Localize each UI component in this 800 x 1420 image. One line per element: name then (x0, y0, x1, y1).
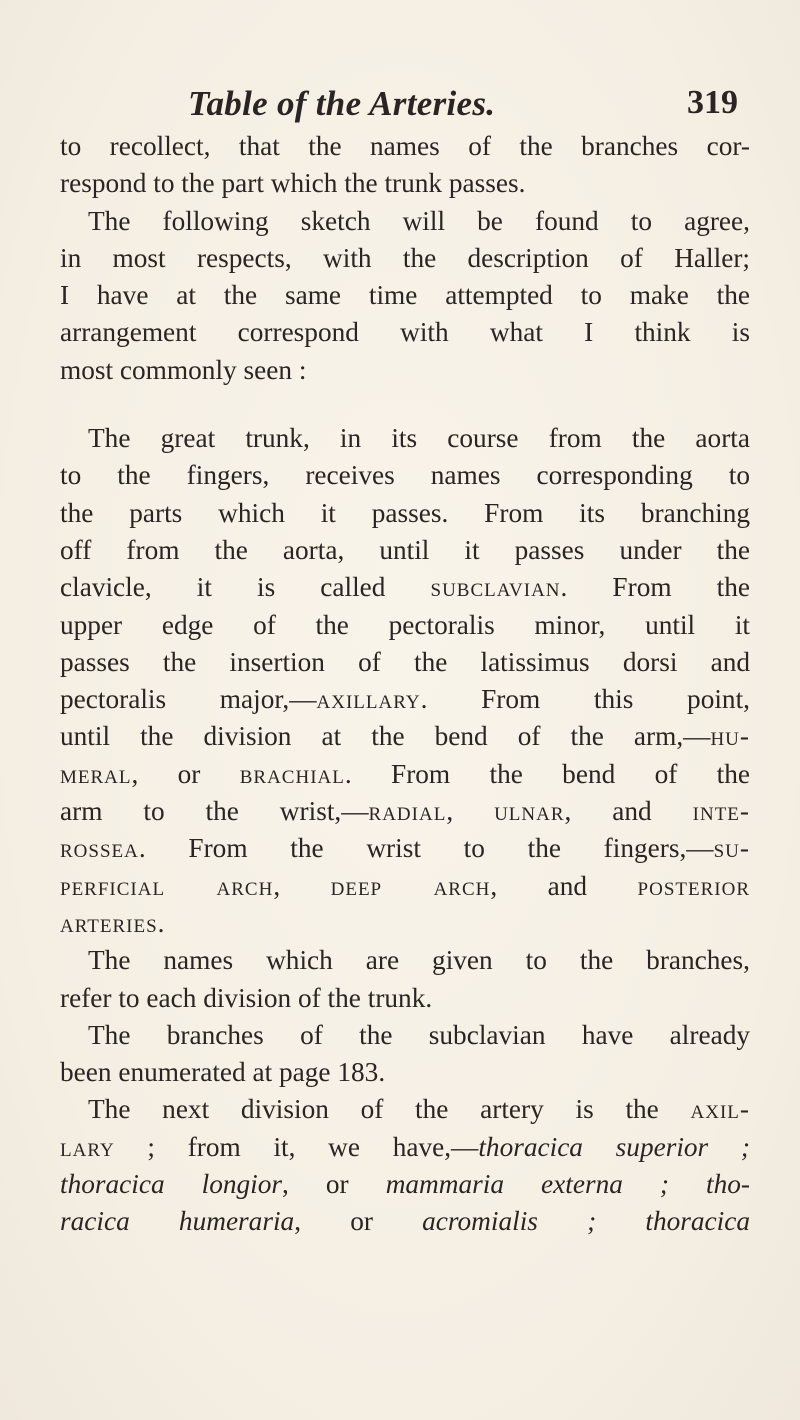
text-line: thoracica longior, or mammaria externa ; tho- (60, 1169, 750, 1200)
text-line: The names which are given to the branches, (88, 945, 750, 976)
text-line: most commonly seen : (60, 354, 307, 385)
text-line: The following sketch will be found to agree, (88, 205, 750, 236)
text-line: pectoralis major,—axillary. From this point, (60, 684, 750, 715)
text-line: The great trunk, in its course from the aorta (88, 423, 750, 454)
body-text (60, 128, 750, 1241)
text-line (60, 905, 750, 942)
text-line: refer to each division of the trunk. (60, 982, 433, 1013)
text-line: perficial arch, deep arch, and posterior (60, 870, 750, 901)
text-line: off from the aorta, until it passes under the (60, 534, 750, 565)
term-humeral: hu- (710, 721, 750, 752)
term-thoracica-humeraria: racica humeraria (60, 1206, 295, 1237)
text-line: been enumerated at page 183. (60, 1057, 386, 1088)
term-mammaria-externa: mammaria externa ; tho- (385, 1169, 750, 1200)
term-axillary-2: axil- (690, 1094, 750, 1125)
term-superficial: su- (713, 833, 750, 864)
term-thoracica-longior: thoracica longior (60, 1169, 283, 1200)
term-superficial-arch: perficial arch (60, 870, 274, 901)
page-number: 319 (687, 84, 738, 121)
text-line: arm to the wrist,—radial, ulnar, and inte- (60, 796, 750, 827)
term-deep-arch: deep arch (330, 870, 491, 901)
term-ulnar: ulnar (494, 796, 565, 827)
term-radial: radial (368, 796, 447, 827)
text-line: upper edge of the pectoralis minor, until it (60, 609, 750, 640)
term-thoracica-superior: thoracica superior ; (478, 1131, 750, 1162)
text-line: The next division of the artery is the axil- (88, 1094, 750, 1125)
text-line: The branches of the subclavian have already (88, 1019, 750, 1050)
term-brachial: brachial (239, 758, 345, 789)
text-line: to recollect, that the names of the branches cor- (60, 131, 750, 161)
term-axillary: axillary (316, 684, 421, 715)
paragraph-gap (60, 389, 750, 420)
text-line: to the fingers, receives names corresponding to (60, 460, 750, 491)
text-line: clavicle, it is called subclavian. From the (60, 572, 750, 603)
text-line: racica humeraria, or acromialis ; thoracica (60, 1206, 750, 1237)
running-title: Table of the Arteries. (188, 84, 496, 123)
text-line: until the division at the bend of the arm,—hu- (60, 721, 750, 752)
text-line: arrangement correspond with what I think is (60, 317, 750, 348)
term-arteries: arteries. (60, 907, 166, 938)
term-subclavian: subclavian (430, 572, 561, 603)
text-line: lary ; from it, we have,—thoracica superior ; (60, 1131, 750, 1162)
text-line: rossea. From the wrist to the fingers,—su- (60, 833, 750, 864)
text-line: passes the insertion of the latissimus dorsi and (60, 646, 750, 677)
text-line: meral, or brachial. From the bend of the (60, 758, 750, 789)
text-line: in most respects, with the description of Haller; (60, 242, 750, 273)
term-acromialis: acromialis ; thoracica (422, 1206, 750, 1237)
text-line: respond to the part which the trunk passes. (60, 168, 526, 199)
text-line: the parts which it passes. From its branching (60, 497, 750, 528)
term-interossea: inte- (692, 796, 750, 827)
text-line: I have at the same time attempted to make the (60, 280, 750, 311)
term-posterior: posterior (637, 870, 750, 901)
page-header (0, 84, 800, 124)
